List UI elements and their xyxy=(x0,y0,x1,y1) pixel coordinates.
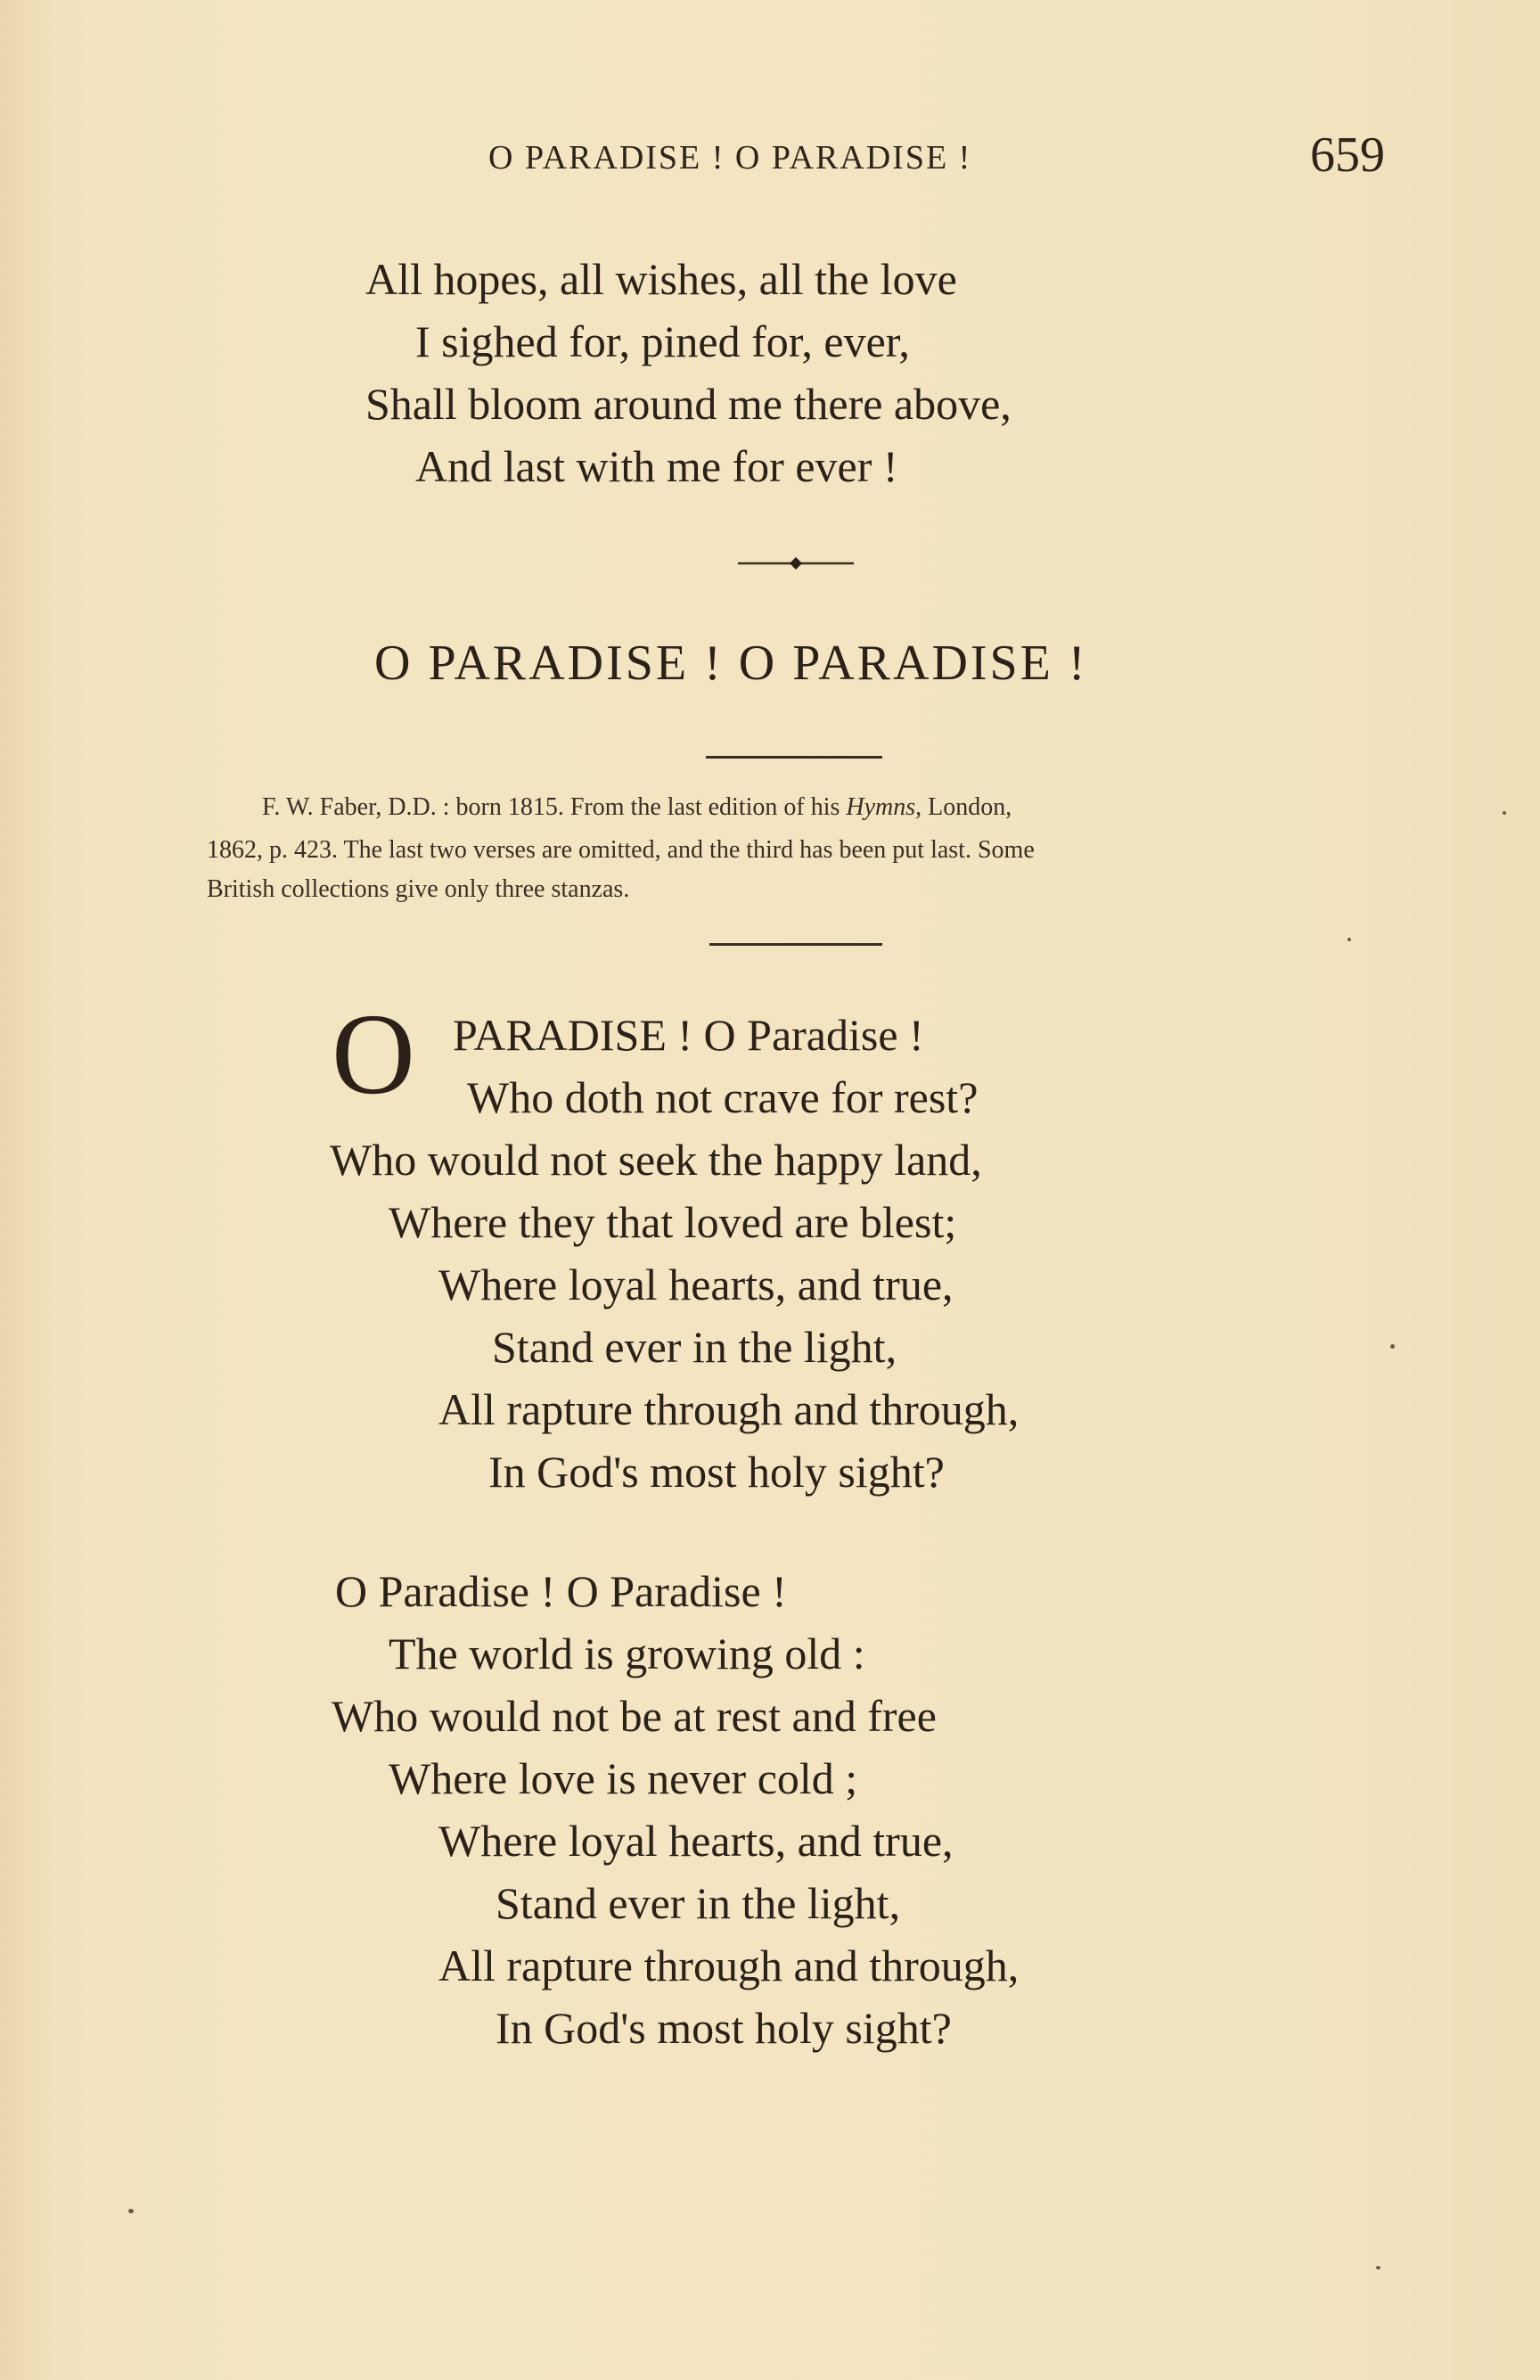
verse-line: Stand ever in the light, xyxy=(496,1878,901,1928)
verse-line: Who doth not crave for rest? xyxy=(467,1072,979,1122)
verse-line: PARADISE ! O Paradise ! xyxy=(453,1010,924,1060)
note-line: 1862, p. 423. The last two verses are omitted, and the third has been put last. Some xyxy=(207,836,1035,864)
verse-line: Where loyal hearts, and true, xyxy=(438,1260,954,1309)
verse-line: O Paradise ! O Paradise ! xyxy=(335,1566,787,1616)
verse-line: Where they that loved are blest; xyxy=(389,1197,957,1247)
paper-speck xyxy=(1390,1344,1395,1349)
book-title-italic: Hymns, xyxy=(846,793,922,821)
paper-speck xyxy=(1348,938,1351,941)
verse-line: Who would not seek the happy land, xyxy=(330,1135,982,1185)
verse-line: I sighed for, pined for, ever, xyxy=(415,316,910,366)
running-head: O PARADISE ! O PARADISE ! xyxy=(488,139,972,176)
title-rule-bottom xyxy=(709,943,882,946)
paper-speck xyxy=(1376,2266,1380,2269)
poem-title: O PARADISE ! O PARADISE ! xyxy=(374,636,1088,691)
verse-line: All rapture through and through, xyxy=(438,1384,1020,1434)
verse-line: And last with me for ever ! xyxy=(415,441,898,491)
title-rule-top xyxy=(706,756,882,759)
verse-line: Shall bloom around me there above, xyxy=(365,379,1012,429)
verse-line: All hopes, all wishes, all the love xyxy=(365,254,957,304)
verse-line: Where loyal hearts, and true, xyxy=(438,1816,954,1866)
verse-line: Where love is never cold ; xyxy=(389,1753,858,1803)
paper-speck xyxy=(1503,811,1506,815)
verse-line: The world is growing old : xyxy=(389,1629,865,1678)
note-line: British collections give only three stanzas. xyxy=(207,875,630,903)
ornament-divider xyxy=(738,554,854,572)
verse-line: In God's most holy sight? xyxy=(488,1447,945,1497)
verse-line: In God's most holy sight? xyxy=(496,2003,952,2053)
note-line: F. W. Faber, D.D. : born 1815. From the last edition of his Hymns, London, xyxy=(262,793,1012,821)
verse-line: All rapture through and through, xyxy=(438,1941,1020,1990)
page-number: 659 xyxy=(1310,127,1385,183)
verse-line: Stand ever in the light, xyxy=(492,1322,897,1372)
drop-cap: O xyxy=(332,990,415,1119)
paper-speck xyxy=(128,2209,134,2213)
verse-line: Who would not be at rest and free xyxy=(332,1691,937,1741)
